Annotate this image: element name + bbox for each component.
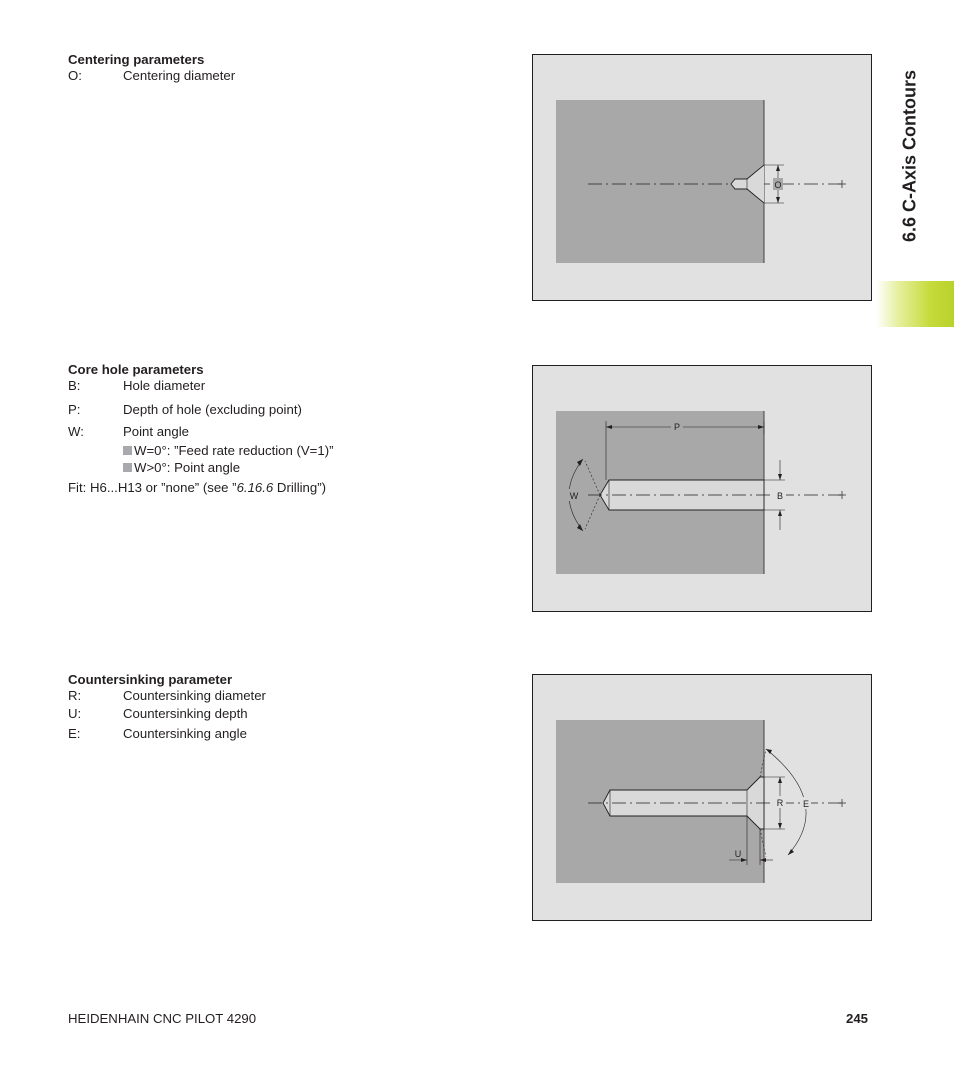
centering-section bbox=[68, 52, 508, 84]
param-key: P: bbox=[68, 402, 81, 417]
dimension-p-label: P bbox=[673, 422, 681, 432]
param-key: R: bbox=[68, 688, 82, 703]
param-row bbox=[68, 400, 508, 420]
param-desc: Point angle bbox=[123, 424, 189, 439]
param-key: E: bbox=[68, 726, 81, 741]
param-desc: Countersinking angle bbox=[123, 726, 247, 741]
param-row bbox=[68, 378, 508, 394]
param-row bbox=[68, 68, 508, 84]
section-heading: Countersinking parameter bbox=[68, 672, 233, 687]
param-desc: Centering diameter bbox=[123, 68, 236, 83]
param-desc: Countersinking diameter bbox=[123, 688, 266, 703]
dimension-e-arc bbox=[766, 749, 806, 855]
param-key: B: bbox=[68, 378, 81, 393]
param-key: U: bbox=[68, 706, 82, 721]
countersinking-figure bbox=[532, 674, 872, 921]
chapter-title: 6.6 C-Axis Contours bbox=[899, 69, 920, 243]
dimension-w-label: W bbox=[569, 491, 579, 501]
param-row bbox=[68, 704, 508, 724]
param-row bbox=[68, 688, 508, 704]
fit-note: Fit: H6...H13 or ”none” (see ”6.16.6 Drilling”) bbox=[68, 480, 326, 495]
bullet-square-icon bbox=[123, 463, 132, 472]
countersinking-section bbox=[68, 672, 508, 744]
origin-cross-icon bbox=[838, 491, 846, 499]
param-key: O: bbox=[68, 68, 82, 83]
chapter-tab-marker bbox=[876, 281, 954, 327]
origin-cross-icon bbox=[838, 180, 846, 188]
dimension-o-label: O bbox=[774, 180, 782, 190]
core-hole-figure bbox=[532, 365, 872, 612]
dimension-b-label: B bbox=[776, 491, 784, 501]
footer-product: HEIDENHAIN CNC PILOT 4290 bbox=[68, 1011, 257, 1026]
param-desc: Depth of hole (excluding point) bbox=[123, 402, 302, 417]
page-number: 245 bbox=[846, 1011, 869, 1026]
cross-reference: 6.16.6 bbox=[236, 480, 274, 495]
option-item: W>0°: Point angle bbox=[68, 459, 508, 476]
dimension-r-label: R bbox=[776, 798, 784, 808]
param-key: W: bbox=[68, 424, 84, 439]
centering-figure bbox=[532, 54, 872, 301]
option-item: W=0°: ”Feed rate reduction (V=1)” bbox=[68, 442, 508, 459]
origin-cross-icon bbox=[838, 799, 846, 807]
dimension-e-label: E bbox=[802, 799, 810, 809]
section-heading: Centering parameters bbox=[68, 52, 205, 67]
core-hole-section bbox=[68, 362, 508, 498]
param-row bbox=[68, 724, 508, 744]
section-heading: Core hole parameters bbox=[68, 362, 204, 377]
bullet-square-icon bbox=[123, 446, 132, 455]
dimension-u-label: U bbox=[734, 849, 742, 859]
param-row bbox=[68, 422, 508, 442]
param-desc: Countersinking depth bbox=[123, 706, 248, 721]
param-desc: Hole diameter bbox=[123, 378, 206, 393]
